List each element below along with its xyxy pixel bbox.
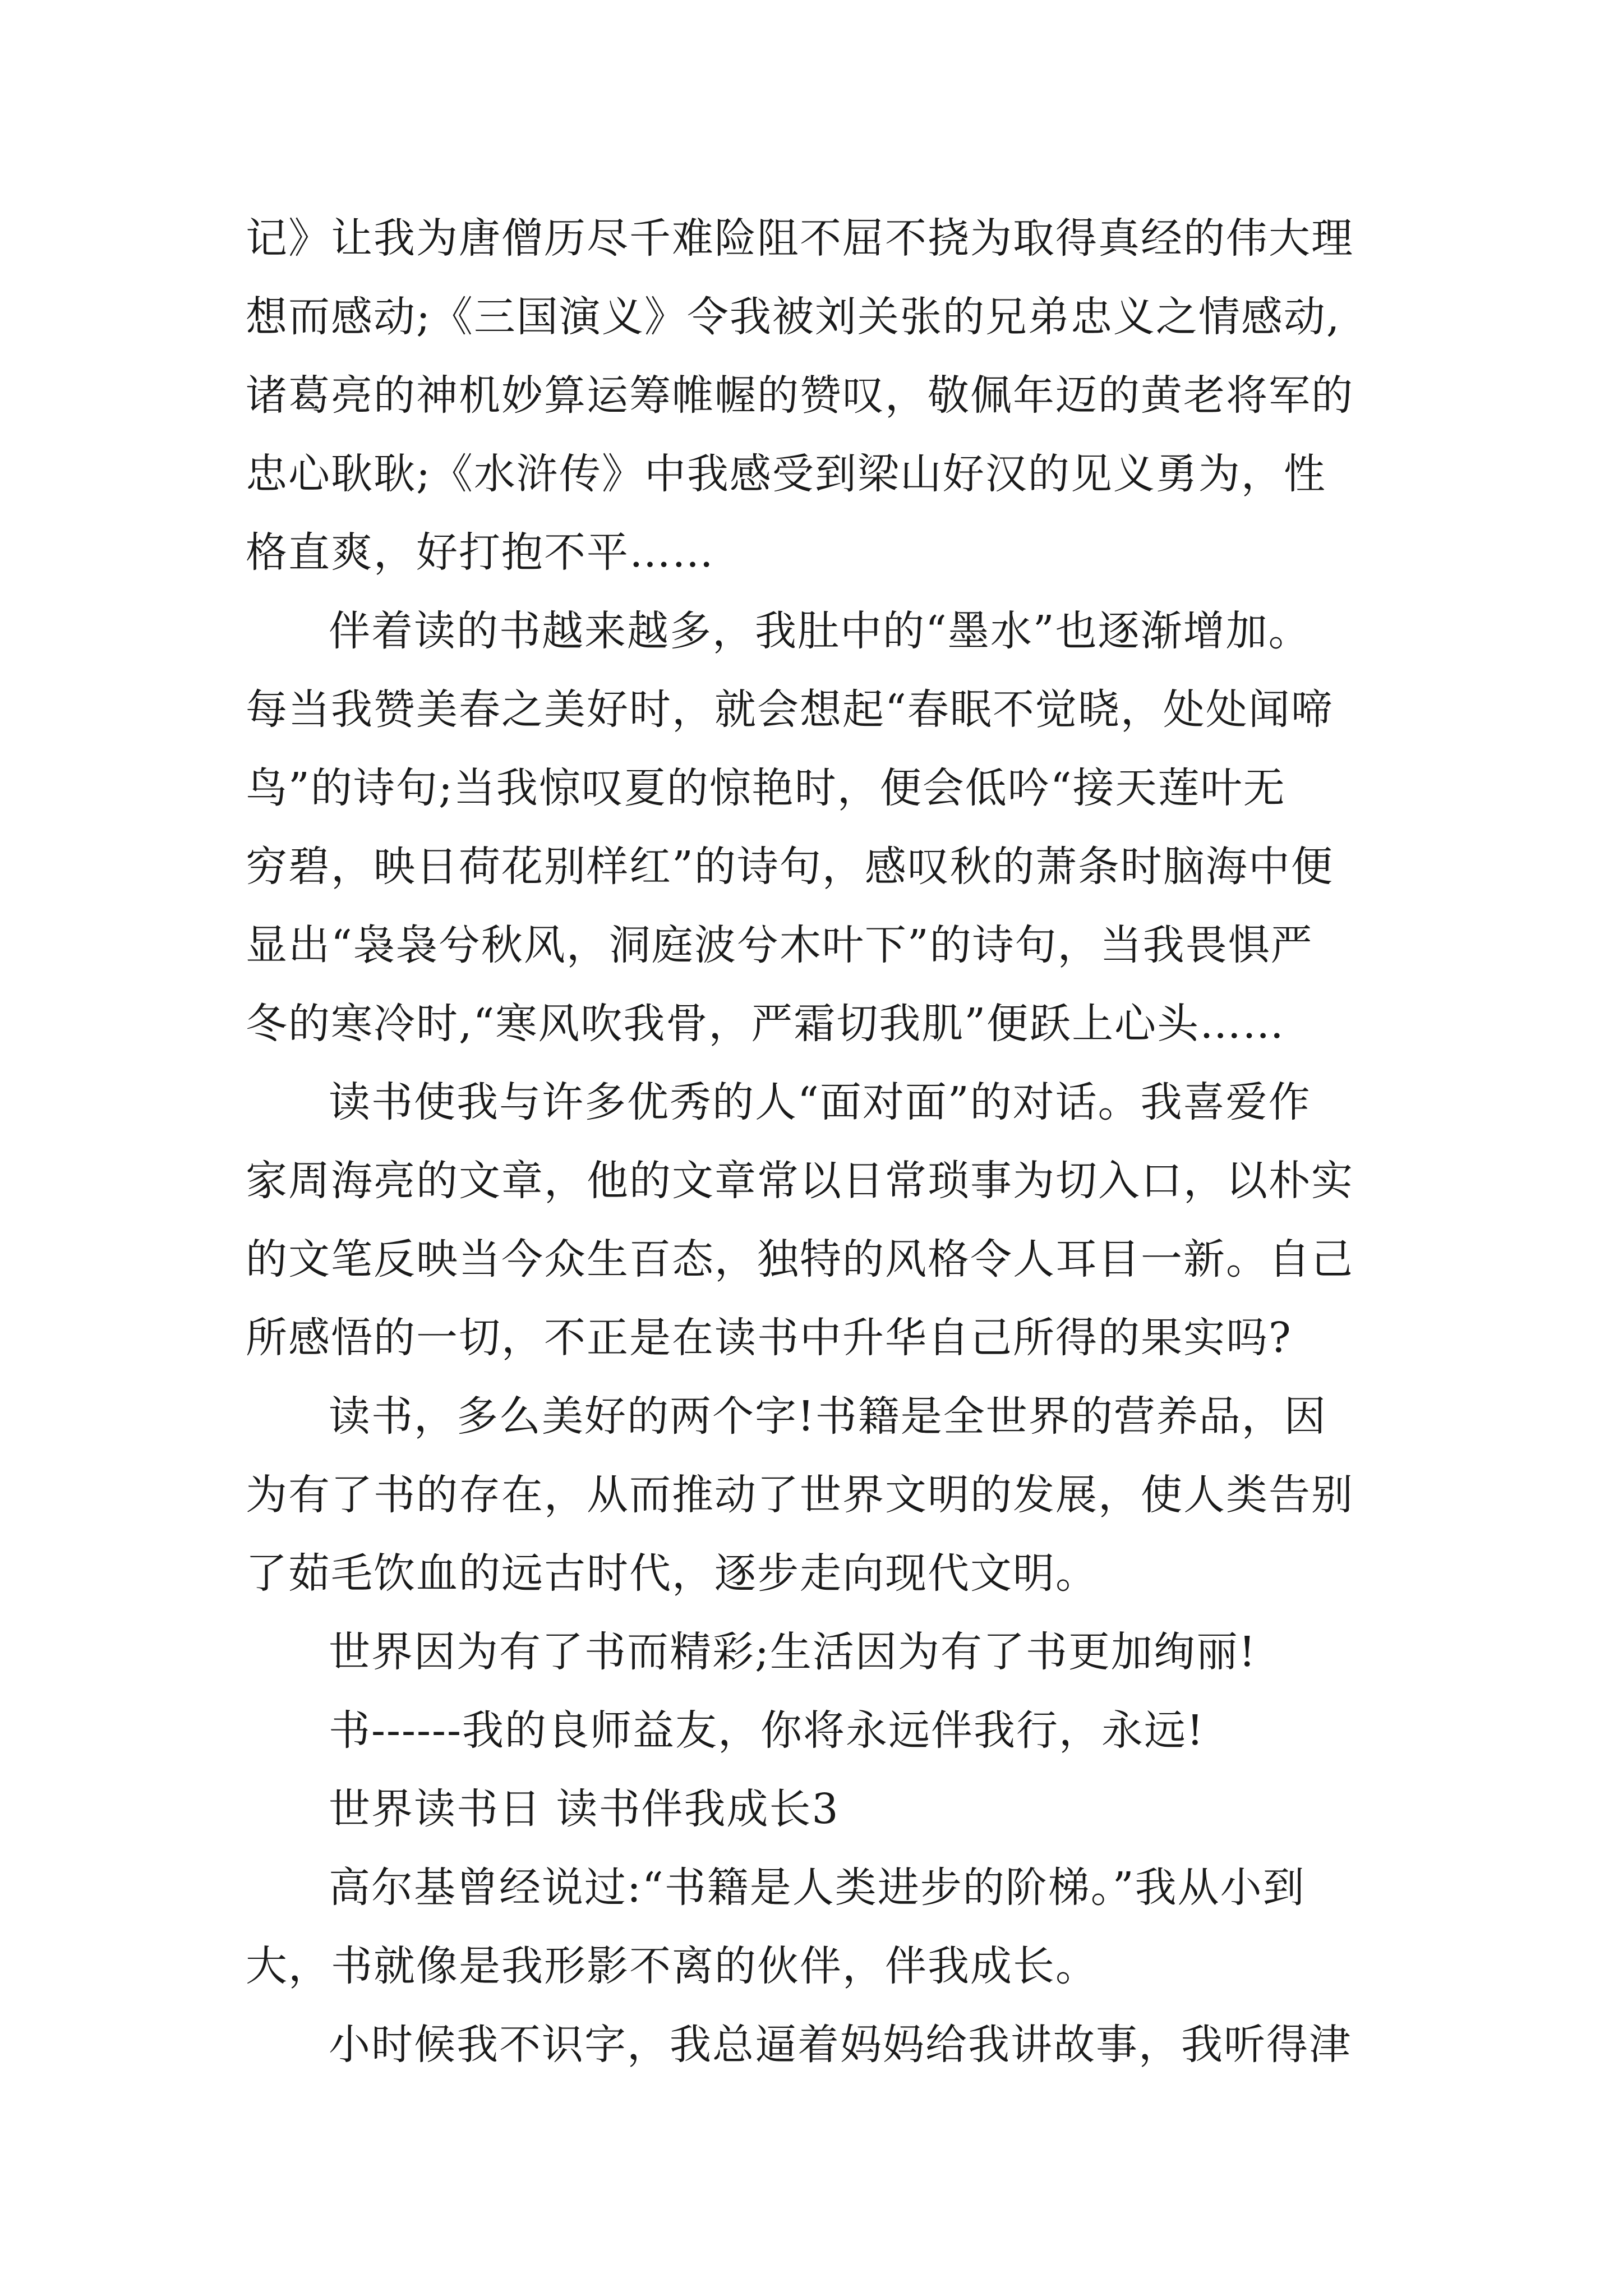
text-line: 读书，多么美好的两个字!书籍是全世界的营养品，因: [329, 1392, 1327, 1441]
text-line: 大，书就像是我形影不离的伙伴，伴我成长。: [246, 1942, 1098, 1990]
text-line: 冬的寒冷时,“寒风吹我骨，严霜切我肌”便跃上心头……: [246, 1000, 1285, 1048]
text-line: 世界因为有了书而精彩;生活因为有了书更加绚丽!: [329, 1628, 1257, 1676]
text-line: 所感悟的一切，不正是在读书中升华自己所得的果实吗?: [246, 1314, 1292, 1362]
text-line: 鸟”的诗句;当我惊叹夏的惊艳时，便会低吟“接天莲叶无: [246, 764, 1286, 812]
text-line: 家周海亮的文章，他的文章常以日常琐事为切入口，以朴实: [246, 1157, 1354, 1205]
text-line: 世界读书日 读书伴我成长3: [329, 1785, 840, 1833]
text-line: 小时候我不识字，我总逼着妈妈给我讲故事，我听得津: [329, 2021, 1352, 2069]
text-line: 每当我赞美春之美好时，就会想起“春眠不觉晓，处处闻啼: [246, 685, 1334, 734]
text-line: 想而感动;《三国演义》令我被刘关张的兄弟忠义之情感动,: [246, 293, 1341, 341]
text-line: 的文笔反映当今众生百态，独特的风格令人耳目一新。自己: [246, 1235, 1354, 1283]
text-line: 了茹毛饮血的远古时代，逐步走向现代文明。: [246, 1549, 1098, 1598]
text-line: 诸葛亮的神机妙算运筹帷幄的赞叹，敬佩年迈的黄老将军的: [246, 371, 1354, 420]
text-line: 伴着读的书越来越多，我肚中的“墨水”也逐渐增加。: [329, 607, 1311, 655]
text-line: 显出“袅袅兮秋风，洞庭波兮木叶下”的诗句，当我畏惧严: [246, 921, 1313, 969]
body-text: [246, 199, 1384, 2084]
text-line: 书------我的良师益友，你将永远伴我行，永远!: [329, 1706, 1205, 1755]
text-line: 格直爽，好打抱不平……: [246, 528, 714, 577]
text-line: 高尔基曾经说过:“书籍是人类进步的阶梯。”我从小到: [329, 1864, 1306, 1912]
text-line: 记》让我为唐僧历尽千难险阻不屈不挠为取得真经的伟大理: [246, 214, 1354, 263]
text-line: 穷碧，映日荷花别样红”的诗句，感叹秋的萧条时脑海中便: [246, 843, 1334, 891]
text-line: 忠心耿耿;《水浒传》中我感受到梁山好汉的见义勇为，性: [246, 450, 1326, 498]
text-line: 读书使我与许多优秀的人“面对面”的对话。我喜爱作: [329, 1078, 1311, 1126]
text-line: 为有了书的存在，从而推动了世界文明的发展，使人类告别: [246, 1471, 1354, 1519]
